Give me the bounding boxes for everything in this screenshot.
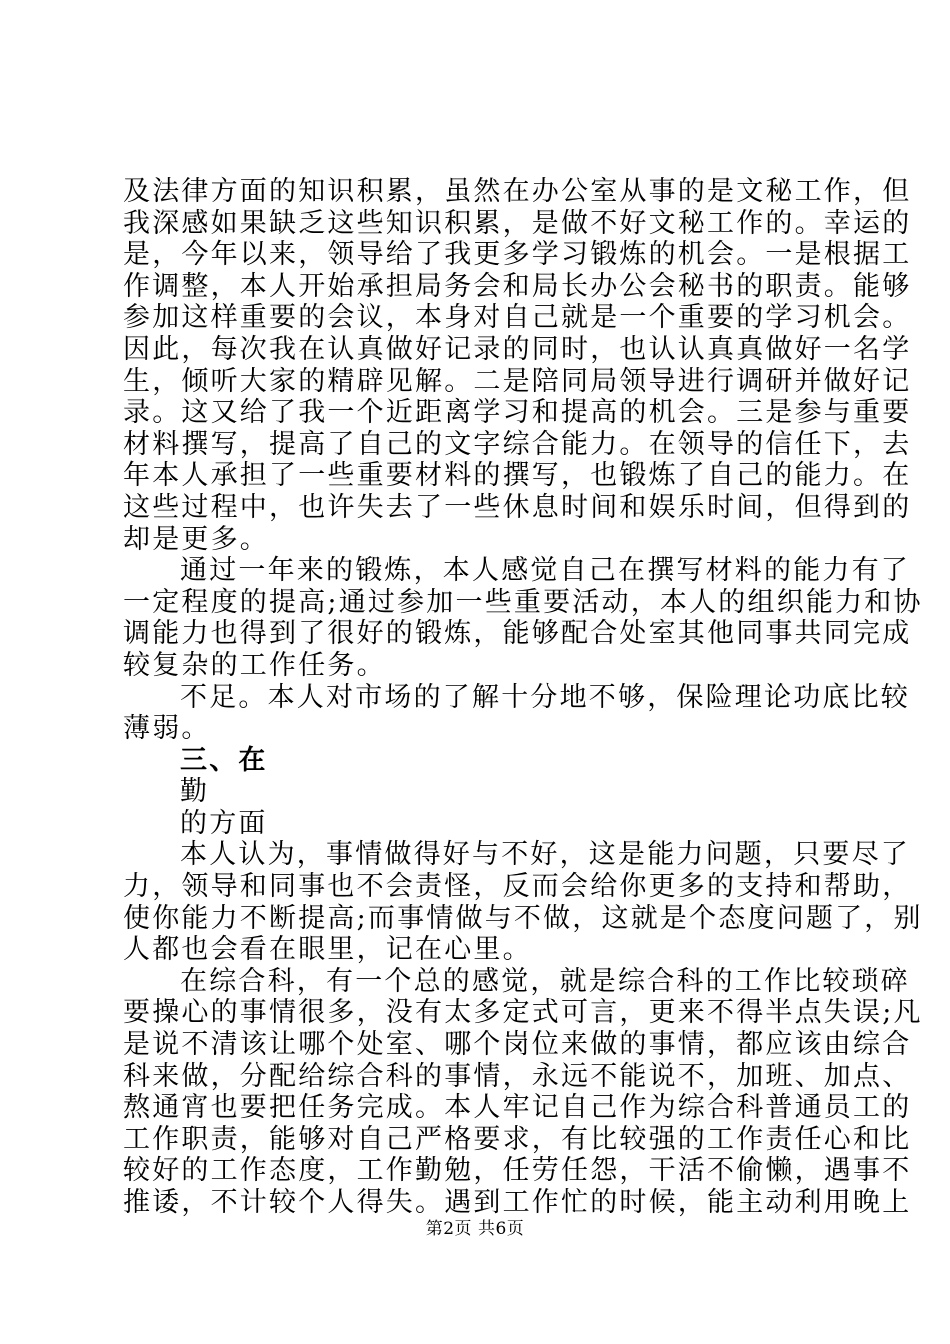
- text-line: 一定程度的提高;通过参加一些重要活动，本人的组织能力和协: [123, 586, 923, 618]
- page-footer: 第2页 共6页: [425, 1219, 525, 1239]
- text-line: 却是更多。: [123, 523, 269, 555]
- text-line: 在综合科，有一个总的感觉，就是综合科的工作比较琐碎: [180, 965, 910, 997]
- text-line: 要操心的事情很多，没有太多定式可言，更来不得半点失误;凡: [123, 997, 923, 1029]
- text-line: 使你能力不断提高;而事情做与不做，这就是个态度问题了，别: [123, 902, 923, 934]
- text-line: 作调整，本人开始承担局务会和局长办公会秘书的职责。能够: [123, 270, 912, 302]
- text-line: 本人认为，事情做得好与不好，这是能力问题，只要尽了: [180, 839, 910, 871]
- text-line: 工作职责，能够对自己严格要求，有比较强的工作责任心和比: [123, 1123, 912, 1155]
- text-line: 材料撰写，提高了自己的文字综合能力。在领导的信任下，去: [123, 428, 912, 460]
- text-line: 调能力也得到了很好的锻炼，能够配合处室其他同事共同完成: [123, 618, 912, 650]
- text-line: 因此，每次我在认真做好记录的同时，也认认真真做好一名学: [123, 333, 912, 365]
- text-line: 力，领导和同事也不会责怪，反而会给你更多的支持和帮助，: [123, 871, 912, 903]
- text-line: 熬通宵也要把任务完成。本人牢记自己作为综合科普通员工的: [123, 1092, 912, 1124]
- text-line: 是说不清该让哪个处室、哪个岗位来做的事情，都应该由综合: [123, 1029, 912, 1061]
- text-line: 推诿，不计较个人得失。遇到工作忙的时候，能主动利用晚上: [123, 1187, 912, 1218]
- text-line: 通过一年来的锻炼，本人感觉自己在撰写材料的能力有了: [180, 555, 910, 587]
- text-line: 录。这又给了我一个近距离学习和提高的机会。三是参与重要: [123, 397, 912, 429]
- text-line: 这些过程中，也许失去了一些休息时间和娱乐时间，但得到的: [123, 491, 912, 523]
- text-line: 较复杂的工作任务。: [123, 649, 386, 681]
- text-line: 是，今年以来，领导给了我更多学习锻炼的机会。一是根据工: [123, 239, 912, 271]
- text-line: 参加这样重要的会议，本身对自己就是一个重要的学习机会。: [123, 302, 912, 334]
- text-line: 不足。本人对市场的了解十分地不够，保险理论功底比较: [180, 681, 910, 713]
- text-line: 较好的工作态度，工作勤勉，任劳任怨，干活不偷懒，遇事不: [123, 1155, 912, 1187]
- text-line: 及法律方面的知识积累，虽然在办公室从事的是文秘工作，但: [123, 176, 912, 207]
- text-line: 人都也会看在眼里，记在心里。: [123, 934, 532, 966]
- text-line: 的方面: [180, 807, 268, 839]
- text-line: 我深感如果缺乏这些知识积累，是做不好文秘工作的。幸运的: [123, 207, 912, 239]
- text-line: 勤: [180, 776, 210, 808]
- section-heading: 三、在: [180, 744, 268, 776]
- text-line: 年本人承担了一些重要材料的撰写，也锻炼了自己的能力。在: [123, 460, 912, 492]
- text-line: 科来做，分配给综合科的事情，永远不能说不，加班、加点、: [123, 1060, 912, 1092]
- document-body: [123, 176, 923, 1219]
- text-line: 生，倾听大家的精辟见解。二是陪同局领导进行调研并做好记: [123, 365, 912, 397]
- text-line: 薄弱。: [123, 713, 211, 745]
